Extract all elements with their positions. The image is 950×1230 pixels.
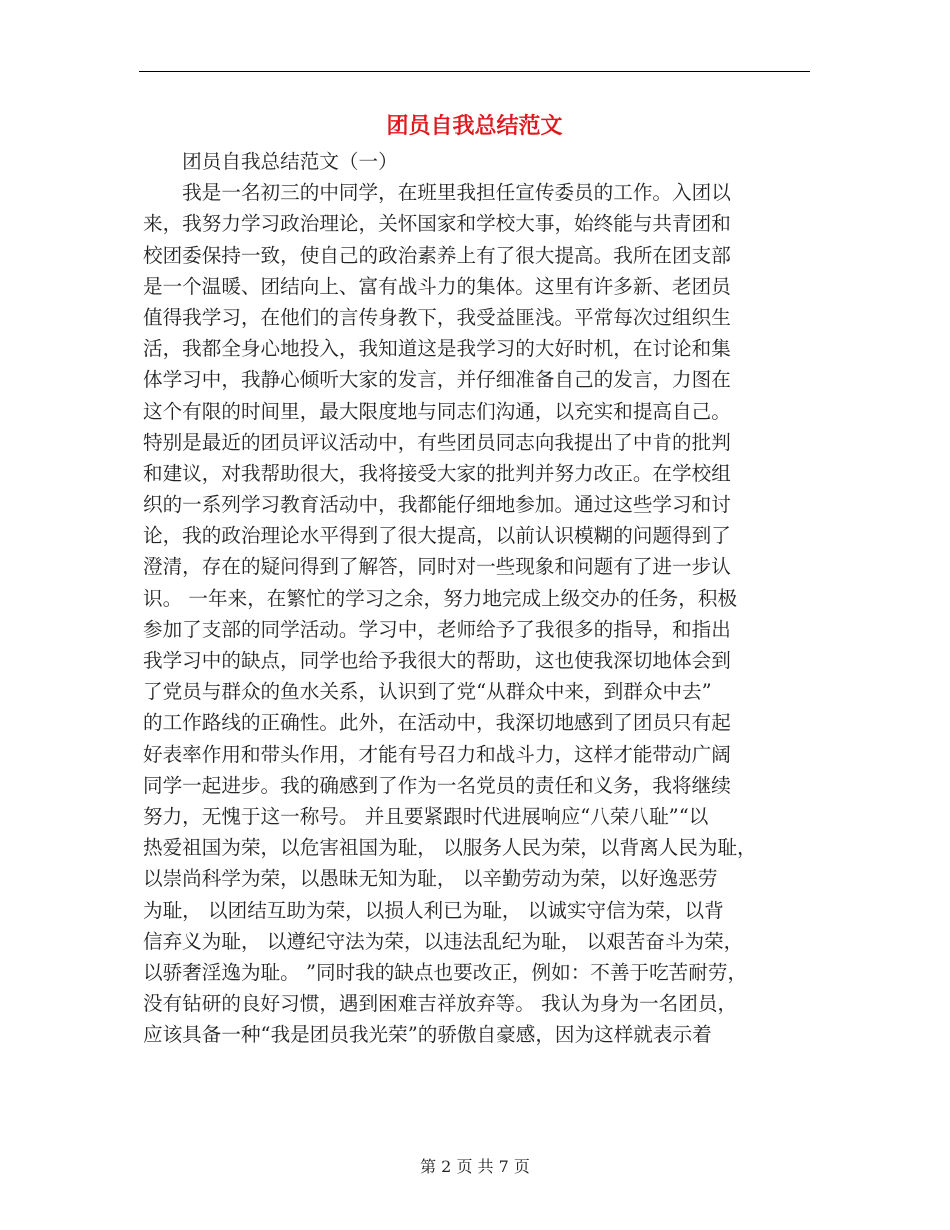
text-line: 是一个温暖、团结向上、富有战斗力的集体。这里有许多新、老团员 [143,274,731,298]
text-line: 为耻， 以团结互助为荣，以损人利已为耻， 以诚实守信为荣，以背 [143,898,724,922]
text-line: 应该具备一种“我是团员我光荣”的骄傲自豪感，因为这样就表示着 [143,1023,712,1047]
page-number-footer: 第 2 页 共 7 页 [420,1157,530,1176]
text-line: 热爱祖国为荣，以危害祖国为耻， 以服务人民为荣，以背离人民为耻， [143,836,757,860]
text-line: 同学一起进步。我的确感到了作为一名党员的责任和义务，我将继续 [143,773,731,797]
text-line: 参加了支部的同学活动。学习中，老师给予了我很多的指导，和指出 [143,617,731,641]
text-line: 了党员与群众的鱼水关系，认识到了党“从群众中来，到群众中去” [143,680,712,704]
text-line: 没有钻研的良好习惯，遇到困难吉祥放弃等。 我认为身为一名团员， [143,992,738,1016]
text-line: 的工作路线的正确性。此外，在活动中，我深切地感到了团员只有起 [143,711,731,735]
text-line: 织的一系列学习教育活动中，我都能仔细地参加。通过这些学习和讨 [143,493,731,517]
text-line: 团员自我总结范文（一） [143,150,398,173]
text-line: 识。 一年来，在繁忙的学习之余，努力地完成上级交办的任务，积极 [143,586,738,610]
text-line: 特别是最近的团员评议活动中，有些团员同志向我提出了中肯的批判 [143,430,731,454]
text-line: 值得我学习，在他们的言传身教下，我受益匪浅。平常每次过组织生 [143,305,731,329]
text-line: 以崇尚科学为荣，以愚昧无知为耻， 以辛勤劳动为荣，以好逸恶劳 [143,867,718,891]
document-body [143,146,811,1050]
text-line: 校团委保持一致，使自己的政治素养上有了很大提高。我所在团支部 [143,243,731,267]
text-line: 以骄奢淫逸为耻。 ”同时我的缺点也要改正，例如：不善于吃苦耐劳， [143,960,748,984]
text-line: 这个有限的时间里，最大限度地与同志们沟通，以充实和提高自己。 [143,399,731,423]
header-rule [139,71,810,72]
text-line: 来，我努力学习政治理论，关怀国家和学校大事，始终能与共青团和 [143,212,731,236]
text-line: 信弃义为耻， 以遵纪守法为荣，以违法乱纪为耻， 以艰苦奋斗为荣， [143,929,744,953]
text-line: 体学习中，我静心倾听大家的发言，并仔细准备自己的发言，力图在 [143,368,731,392]
text-line: 好表率作用和带头作用，才能有号召力和战斗力，这样才能带动广阔 [143,742,731,766]
text-line: 和建议，对我帮助很大，我将接受大家的批判并努力改正。在学校组 [143,461,731,485]
text-line: 活，我都全身心地投入，我知道这是我学习的大好时机，在讨论和集 [143,337,731,361]
text-line: 论，我的政治理论水平得到了很大提高，以前认识模糊的问题得到了 [143,524,731,548]
text-line: 我学习中的缺点，同学也给予我很大的帮助，这也使我深切地体会到 [143,649,731,672]
text-line: 努力，无愧于这一称号。 并且要紧跟时代进展响应“八荣八耻”“以 [143,804,709,828]
text-line: 澄清，存在的疑问得到了解答，同时对一些现象和问题有了进一步认 [143,555,731,579]
text-line: 我是一名初三的中同学，在班里我担任宣传委员的工作。入团以 [143,181,731,205]
document-title: 团员自我总结范文 [386,114,563,139]
